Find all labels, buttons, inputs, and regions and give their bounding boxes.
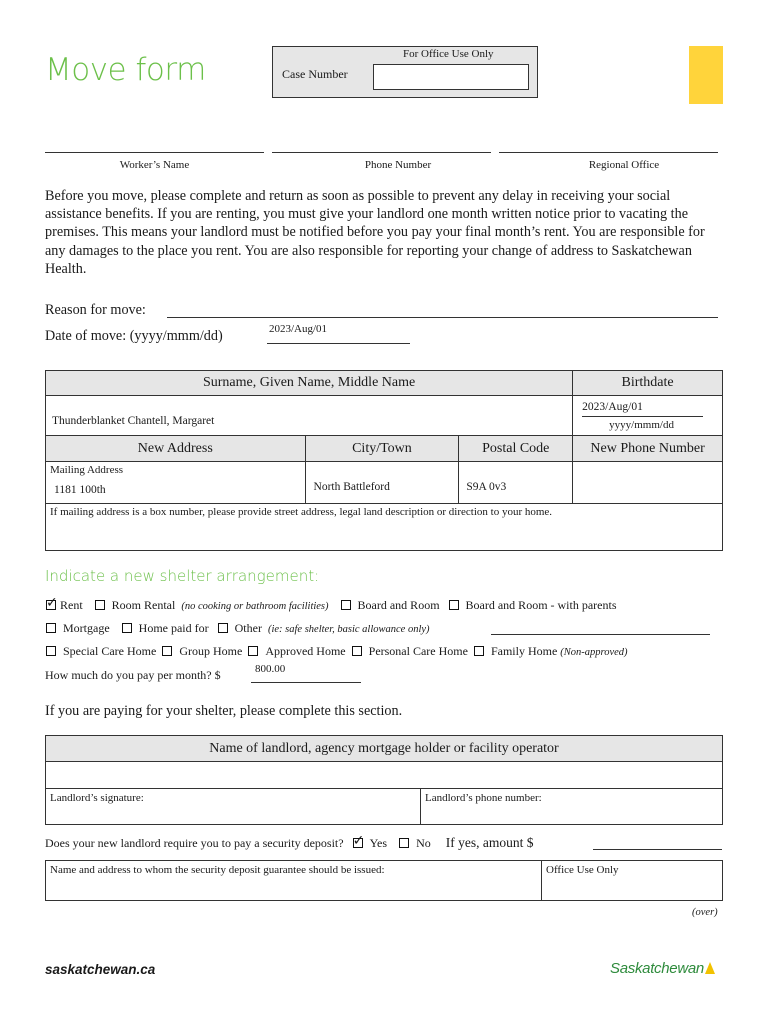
approved-home-checkbox[interactable]	[248, 646, 258, 656]
birthdate-line	[582, 416, 703, 417]
yellow-tab	[689, 46, 723, 104]
room-rental-label: Room Rental	[111, 598, 176, 612]
name-header: Surname, Given Name, Middle Name	[46, 371, 573, 396]
home-paid-checkbox[interactable]	[122, 623, 132, 633]
regional-office-label: Regional Office	[588, 159, 660, 171]
phone-number-label: Phone Number	[364, 159, 432, 171]
landlord-name-cell[interactable]	[46, 762, 723, 789]
mailing-address-label: Mailing Address	[50, 464, 124, 476]
over-note: (over)	[692, 907, 718, 918]
address-cell[interactable]	[46, 462, 306, 504]
room-rental-note: (no cooking or bathroom facilities)	[181, 601, 329, 612]
regional-office-line[interactable]	[499, 152, 718, 153]
address-value: 1181 100th	[54, 484, 106, 496]
worker-name-label: Worker’s Name	[119, 159, 190, 171]
shelter-row-3	[46, 644, 628, 659]
special-care-label: Special Care Home	[63, 644, 157, 658]
postal-value: S9A 0v3	[466, 481, 507, 493]
other-note: (ie: safe shelter, basic allowance only)	[267, 624, 430, 635]
guarantee-cell[interactable]	[46, 861, 542, 901]
deposit-no-label: No	[416, 836, 431, 850]
intro-paragraph: Before you move, please complete and return as soon as possible to prevent any delay in receiving your social assistance benefits. If you are renting, you must give your landlord one month written notice prior to vacating the premises. This means your landlord must be notified before you pay your final month’s rent. You are responsible for any damages to the place you rent. You are also responsible for reporting your change of address to Saskatchewan Health.	[45, 188, 705, 277]
personal-care-checkbox[interactable]	[352, 646, 362, 656]
shelter-row-1	[46, 598, 617, 613]
special-care-checkbox[interactable]	[46, 646, 56, 656]
postal-cell[interactable]	[459, 462, 573, 504]
other-checkbox[interactable]	[218, 623, 228, 633]
landlord-phone-label: Landlord’s phone number:	[425, 792, 542, 804]
mortgage-label: Mortgage	[63, 621, 110, 635]
deposit-no-checkbox[interactable]	[399, 838, 409, 848]
deposit-question: Does your new landlord require you to pay a security deposit?	[45, 836, 344, 850]
reason-label: Reason for move:	[45, 302, 146, 318]
board-room-label: Board and Room	[357, 598, 440, 612]
birthdate-cell[interactable]	[573, 396, 723, 436]
group-home-label: Group Home	[179, 644, 243, 658]
board-room-checkbox[interactable]	[341, 600, 351, 610]
case-number-field[interactable]	[373, 64, 529, 90]
phone-number-line[interactable]	[272, 152, 491, 153]
date-of-move-label: Date of move: (yyyy/mmm/dd)	[45, 328, 223, 344]
logo-text: Saskatchewan	[610, 960, 704, 977]
landlord-signature-cell[interactable]	[46, 789, 421, 825]
deposit-yes-label: Yes	[369, 836, 388, 850]
phone-cell[interactable]	[573, 462, 723, 504]
box-note-cell[interactable]	[46, 504, 723, 551]
room-rental-checkbox[interactable]	[95, 600, 105, 610]
address-header: New Address	[46, 436, 306, 462]
deposit-amount-label: If yes, amount $	[445, 835, 534, 850]
rent-checkbox[interactable]	[46, 600, 56, 610]
footer-url[interactable]: saskatchewan.ca	[45, 962, 156, 977]
landlord-signature-label: Landlord’s signature:	[50, 792, 144, 804]
board-room-parents-checkbox[interactable]	[449, 600, 459, 610]
office-use-cell-label: Office Use Only	[546, 864, 619, 876]
phone-header: New Phone Number	[573, 436, 723, 462]
guarantee-label: Name and address to whom the security deposit guarantee should be issued:	[50, 864, 385, 876]
landlord-header: Name of landlord, agency mortgage holder or facility operator	[46, 736, 723, 762]
city-cell[interactable]	[305, 462, 459, 504]
pay-label: How much do you pay per month? $	[45, 668, 221, 682]
logo-mark-icon	[705, 962, 715, 974]
date-of-move-field[interactable]	[267, 343, 410, 344]
landlord-intro: If you are paying for your shelter, please complete this section.	[45, 703, 403, 719]
board-room-parents-label: Board and Room - with parents	[465, 598, 617, 612]
personal-care-label: Personal Care Home	[368, 644, 468, 658]
home-paid-label: Home paid for	[138, 621, 209, 635]
worker-name-line[interactable]	[45, 152, 264, 153]
pay-field[interactable]	[251, 682, 361, 683]
landlord-table	[45, 735, 723, 825]
office-use-cell	[542, 861, 723, 901]
landlord-phone-cell[interactable]	[421, 789, 723, 825]
family-home-label: Family Home	[490, 644, 558, 658]
family-home-checkbox[interactable]	[474, 646, 484, 656]
rent-label: Rent	[60, 598, 83, 612]
form-title: Move form	[45, 52, 206, 88]
shelter-heading: Indicate a new shelter arrangement:	[45, 567, 320, 585]
date-of-move-value: 2023/Aug/01	[269, 323, 328, 335]
mortgage-checkbox[interactable]	[46, 623, 56, 633]
shelter-row-2	[46, 621, 430, 636]
office-use-box	[272, 46, 538, 98]
person-table	[45, 370, 723, 551]
city-value: North Battleford	[313, 481, 390, 493]
box-note: If mailing address is a box number, please provide street address, legal land description or direction to your home.	[50, 506, 553, 518]
postal-header: Postal Code	[459, 436, 573, 462]
birthdate-format: yyyy/mmm/dd	[609, 419, 674, 431]
birthdate-value: 2023/Aug/01	[582, 401, 643, 413]
deposit-row	[45, 835, 533, 851]
guarantee-table	[45, 860, 723, 901]
city-header: City/Town	[305, 436, 459, 462]
saskatchewan-logo	[610, 960, 715, 977]
approved-home-label: Approved Home	[265, 644, 346, 658]
name-value: Thunderblanket Chantell, Margaret	[52, 415, 215, 427]
other-label: Other	[234, 621, 262, 635]
family-home-note: (Non-approved)	[560, 647, 628, 658]
case-number-label: Case Number	[282, 67, 348, 81]
office-use-label: For Office Use Only	[403, 48, 494, 60]
other-field[interactable]	[491, 634, 710, 635]
deposit-amount-field[interactable]	[593, 849, 722, 850]
group-home-checkbox[interactable]	[162, 646, 172, 656]
reason-field[interactable]	[167, 317, 718, 318]
name-cell[interactable]	[46, 396, 573, 436]
birthdate-header: Birthdate	[573, 371, 723, 396]
pay-value: 800.00	[255, 663, 286, 675]
deposit-yes-checkbox[interactable]	[353, 838, 363, 848]
